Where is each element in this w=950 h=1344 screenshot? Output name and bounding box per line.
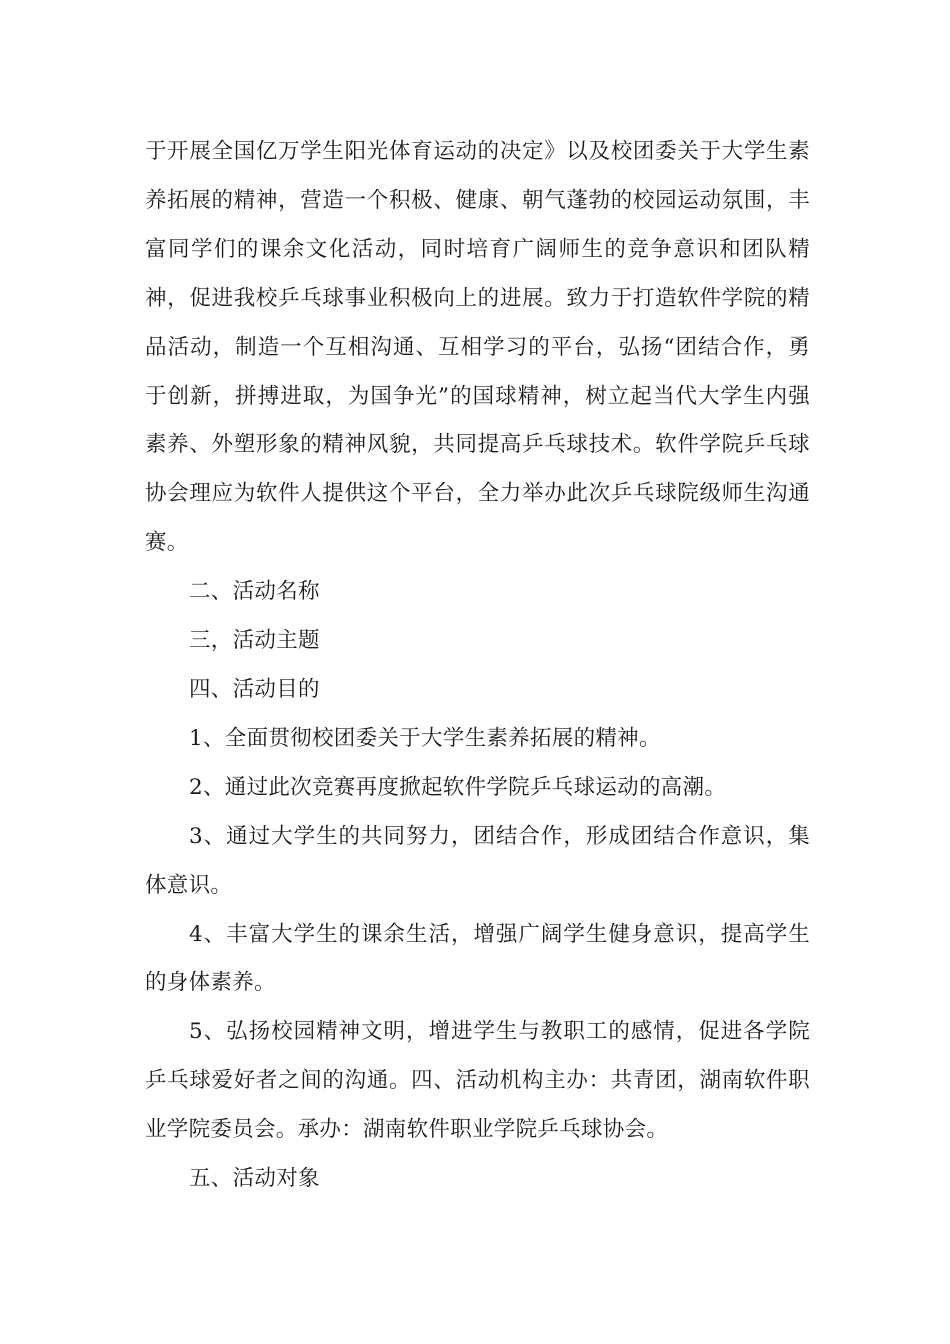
purpose-item-2: 2、通过此次竞赛再度掀起软件学院乒乓球运动的高潮。 [189,774,727,800]
section-heading-activity-purpose: 四、活动目的 [189,676,320,702]
purpose-item-1: 1、全面贯彻校团委关于大学生素养拓展的精神。 [189,725,661,751]
section-heading-activity-name: 二、活动名称 [189,579,320,605]
section-heading-activity-theme: 三，活动主题 [189,628,320,654]
purpose-item-5: 5、弘扬校园精神文明，增进学生与教职工的感情，促进各学院乒乓球爱好者之间的沟通。四、活动机构主办：共青团，湖南软件职业学院委员会。承办：湖南软件职业学院乒乓球协会。 [145,1019,810,1143]
purpose-item-4: 4、丰富大学生的课余生活，增强广阔学生健身意识，提高学生的身体素养。 [145,921,810,996]
purpose-item-3: 3、通过大学生的共同努力，团结合作，形成团结合作意识，集体意识。 [145,823,810,898]
body-paragraph-background: 于开展全国亿万学生阳光体育运动的决定》以及校团委关于大学生素养拓展的精神，营造一个积极、健康、朝气蓬勃的校园运动氛围，丰富同学们的课余文化活动，同时培育广阔师生的竞争意识和团队精神，促进我校乒乓球事业积极向上的进展。致力于打造软件学院的精品活动，制造一个互相沟通、互相学习的平台，弘扬“团结合作，勇于创新，拼搏进取，为国争光”的国球精神，树立起当代大学生内强素养、外塑形象的精神风貌，共同提高乒乓球技术。软件学院乒乓球协会理应为软件人提供这个平台，全力举办此次乒乓球院级师生沟通赛。 [145,139,810,556]
document-page [145,128,810,1204]
section-heading-activity-target: 五、活动对象 [189,1166,320,1192]
